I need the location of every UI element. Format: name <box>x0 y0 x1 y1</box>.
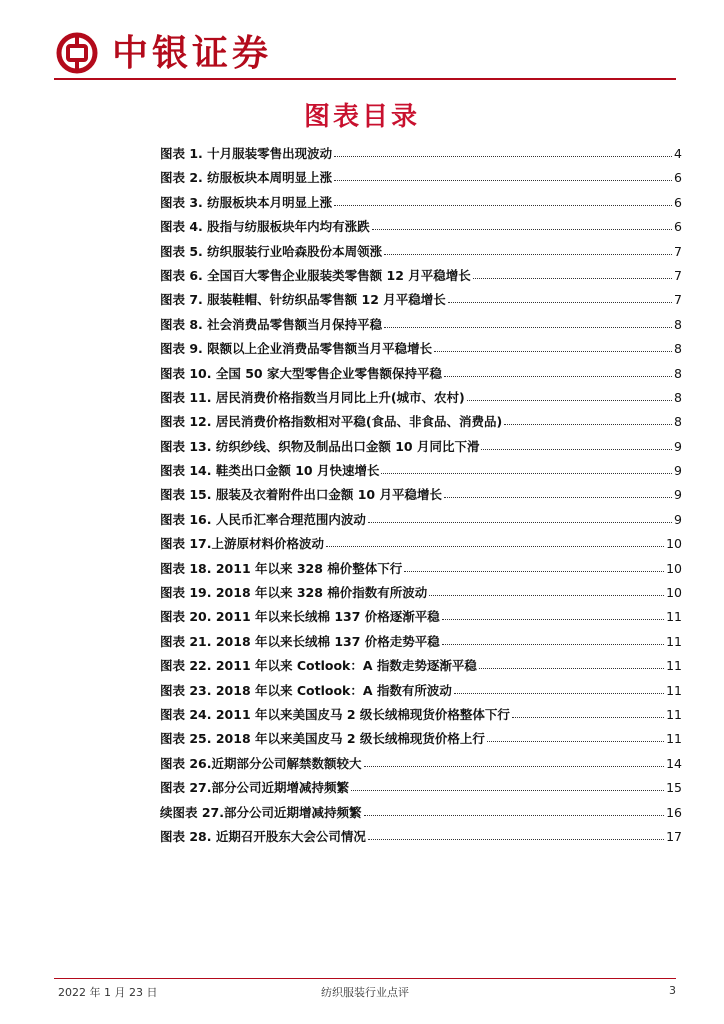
toc-leader-dots <box>467 399 672 401</box>
toc-entry-label: 图表 6. 全国百大零售企业服装类零售额 12 月平稳增长 <box>160 267 471 283</box>
toc-leader-dots <box>434 350 672 352</box>
toc-leader-dots <box>444 496 672 498</box>
toc-leader-dots <box>444 375 672 377</box>
toc-entry-page: 7 <box>674 243 682 259</box>
toc-entry-page: 7 <box>674 267 682 283</box>
toc-entry-label: 图表 26.近期部分公司解禁数额较大 <box>160 755 362 771</box>
toc-entry[interactable] <box>160 729 682 753</box>
toc-leader-dots <box>487 740 664 742</box>
toc-entry-label: 图表 7. 服装鞋帽、针纺织品零售额 12 月平稳增长 <box>160 292 446 308</box>
toc-leader-dots <box>429 594 664 596</box>
toc-entry-page: 6 <box>674 194 682 210</box>
toc-entry[interactable] <box>160 534 682 558</box>
toc-entry-label: 图表 18. 2011 年以来 328 棉价整体下行 <box>160 560 403 576</box>
toc-entry[interactable] <box>160 388 682 412</box>
header-divider <box>54 78 676 80</box>
toc-entry-label: 图表 10. 全国 50 家大型零售企业零售额保持平稳 <box>160 365 442 381</box>
toc-leader-dots <box>372 228 672 230</box>
toc-entry[interactable] <box>160 217 682 241</box>
toc-entry-label: 图表 3. 纺服板块本月明显上涨 <box>160 194 333 210</box>
toc-entry[interactable] <box>160 510 682 534</box>
toc-entry[interactable] <box>160 461 682 485</box>
toc-entry-label: 图表 12. 居民消费价格指数相对平稳(食品、非食品、消费品) <box>160 414 503 430</box>
toc-leader-dots <box>384 326 672 328</box>
toc-leader-dots <box>364 814 665 816</box>
toc-entry-label: 图表 28. 近期召开股东大会公司情况 <box>160 828 366 844</box>
toc-entry[interactable] <box>160 290 682 314</box>
toc-entry[interactable] <box>160 485 682 509</box>
toc-entry-page: 6 <box>674 170 682 186</box>
toc-entry-page: 10 <box>666 536 682 552</box>
toc-entry-label: 图表 4. 股指与纺服板块年内均有涨跌 <box>160 219 370 235</box>
toc-entry-page: 15 <box>666 780 682 796</box>
toc-entry-label: 图表 1. 十月服装零售出现波动 <box>160 146 333 161</box>
toc-entry[interactable] <box>160 607 682 631</box>
toc-entry-label: 图表 11. 居民消费价格指数当月同比上升(城市、农村) <box>160 389 465 405</box>
footer-date: 2022 年 1 月 23 日 <box>58 986 158 999</box>
toc-leader-dots <box>351 789 664 791</box>
toc-entry[interactable] <box>160 827 682 851</box>
toc-entry-page: 11 <box>666 609 682 625</box>
toc-leader-dots <box>473 277 672 279</box>
toc-entry-label: 图表 13. 纺织纱线、织物及制品出口金额 10 月同比下滑 <box>160 438 480 454</box>
toc-entry[interactable] <box>160 437 682 461</box>
toc-leader-dots <box>364 765 665 767</box>
page-header <box>54 30 674 76</box>
toc-entry-label: 图表 23. 2018 年以来 Cotlook：A 指数有所波动 <box>160 682 452 698</box>
toc-entry-page: 4 <box>674 146 682 161</box>
footer-divider <box>54 978 676 979</box>
toc-entry-page: 11 <box>666 633 682 649</box>
toc-entry-label: 图表 20. 2011 年以来长绒棉 137 价格逐渐平稳 <box>160 609 440 625</box>
toc-entry-page: 16 <box>666 804 682 820</box>
toc-leader-dots <box>404 570 664 572</box>
toc-leader-dots <box>368 838 664 840</box>
toc-entry-page: 11 <box>666 682 682 698</box>
toc-entry[interactable] <box>160 266 682 290</box>
toc-leader-dots <box>326 545 664 547</box>
toc-leader-dots <box>512 716 664 718</box>
toc-entry-label: 图表 21. 2018 年以来长绒棉 137 价格走势平稳 <box>160 633 440 649</box>
toc-entry[interactable] <box>160 803 682 827</box>
toc-leader-dots <box>481 448 672 450</box>
toc-entry[interactable] <box>160 632 682 656</box>
toc-leader-dots <box>442 618 664 620</box>
toc-entry-label: 图表 16. 人民币汇率合理范围内波动 <box>160 511 366 527</box>
footer-page-number: 3 <box>669 984 676 997</box>
toc-entry[interactable] <box>160 144 682 168</box>
toc-entry-page: 14 <box>666 755 682 771</box>
toc-entry-page: 10 <box>666 560 682 576</box>
toc-entry-label: 图表 15. 服装及衣着附件出口金额 10 月平稳增长 <box>160 487 442 503</box>
toc-title: 图表目录 <box>303 102 420 132</box>
toc-leader-dots <box>504 423 672 425</box>
toc-entry[interactable] <box>160 364 682 388</box>
toc-entry-page: 8 <box>674 316 682 332</box>
bank-of-china-logo-icon <box>56 32 98 74</box>
toc-entry[interactable] <box>160 583 682 607</box>
footer-report-type: 纺织服装行业点评 <box>321 986 409 999</box>
toc-entry-label: 图表 27.部分公司近期增减持频繁 <box>160 780 349 796</box>
toc-leader-dots <box>454 692 664 694</box>
toc-leader-dots <box>479 667 664 669</box>
toc-entry[interactable] <box>160 168 682 192</box>
toc-entry[interactable] <box>160 705 682 729</box>
toc-entry[interactable] <box>160 315 682 339</box>
toc-entry-label: 图表 5. 纺织服装行业哈森股份本周领涨 <box>160 243 383 259</box>
toc-entry-page: 9 <box>674 487 682 503</box>
toc-leader-dots <box>448 301 672 303</box>
toc-entry-page: 6 <box>674 219 682 235</box>
toc-entry-label: 图表 25. 2018 年以来美国皮马 2 级长绒棉现货价格上行 <box>160 731 485 747</box>
toc-entry-page: 9 <box>674 438 682 454</box>
toc-entry-page: 11 <box>666 658 682 674</box>
toc-entry-label: 图表 17.上游原材料价格波动 <box>160 536 324 552</box>
toc-entry[interactable] <box>160 754 682 778</box>
toc-leader-dots <box>442 643 664 645</box>
toc-entry-label: 续图表 27.部分公司近期增减持频繁 <box>160 804 362 820</box>
toc-entry-label: 图表 9. 限额以上企业消费品零售额当月平稳增长 <box>160 341 433 357</box>
toc-leader-dots <box>334 204 672 206</box>
toc-entry-page: 11 <box>666 731 682 747</box>
toc-entry-page: 10 <box>666 585 682 601</box>
toc-entry-label: 图表 19. 2018 年以来 328 棉价指数有所波动 <box>160 585 428 601</box>
toc-leader-dots <box>334 155 672 157</box>
toc-entry[interactable] <box>160 193 682 217</box>
toc-entry[interactable] <box>160 681 682 705</box>
toc-leader-dots <box>334 179 672 181</box>
toc-entry-label: 图表 2. 纺服板块本周明显上涨 <box>160 170 333 186</box>
toc-entry-page: 8 <box>674 365 682 381</box>
toc-entry-label: 图表 24. 2011 年以来美国皮马 2 级长绒棉现货价格整体下行 <box>160 706 510 722</box>
toc-entry[interactable] <box>160 778 682 802</box>
brand-name: 中银证券 <box>112 32 273 74</box>
toc-entry[interactable] <box>160 412 682 436</box>
toc-entry-page: 11 <box>666 706 682 722</box>
toc-entry-label: 图表 14. 鞋类出口金额 10 月快速增长 <box>160 463 380 479</box>
toc-entry[interactable] <box>160 559 682 583</box>
toc-entry-page: 7 <box>674 292 682 308</box>
page-footer <box>54 984 676 1000</box>
toc-entry-page: 9 <box>674 511 682 527</box>
toc-leader-dots <box>368 521 672 523</box>
toc-leader-dots <box>384 253 672 255</box>
toc-entry[interactable] <box>160 339 682 363</box>
toc-entry-label: 图表 8. 社会消费品零售额当月保持平稳 <box>160 316 383 332</box>
toc-entry-page: 9 <box>674 463 682 479</box>
toc-entry[interactable] <box>160 656 682 680</box>
toc-list <box>160 144 682 851</box>
toc-entry[interactable] <box>160 242 682 266</box>
toc-entry-page: 8 <box>674 389 682 405</box>
toc-entry-page: 8 <box>674 341 682 357</box>
toc-entry-label: 图表 22. 2011 年以来 Cotlook：A 指数走势逐渐平稳 <box>160 658 477 674</box>
toc-entry-page: 8 <box>674 414 682 430</box>
toc-entry-page: 17 <box>666 828 682 844</box>
toc-leader-dots <box>381 472 672 474</box>
